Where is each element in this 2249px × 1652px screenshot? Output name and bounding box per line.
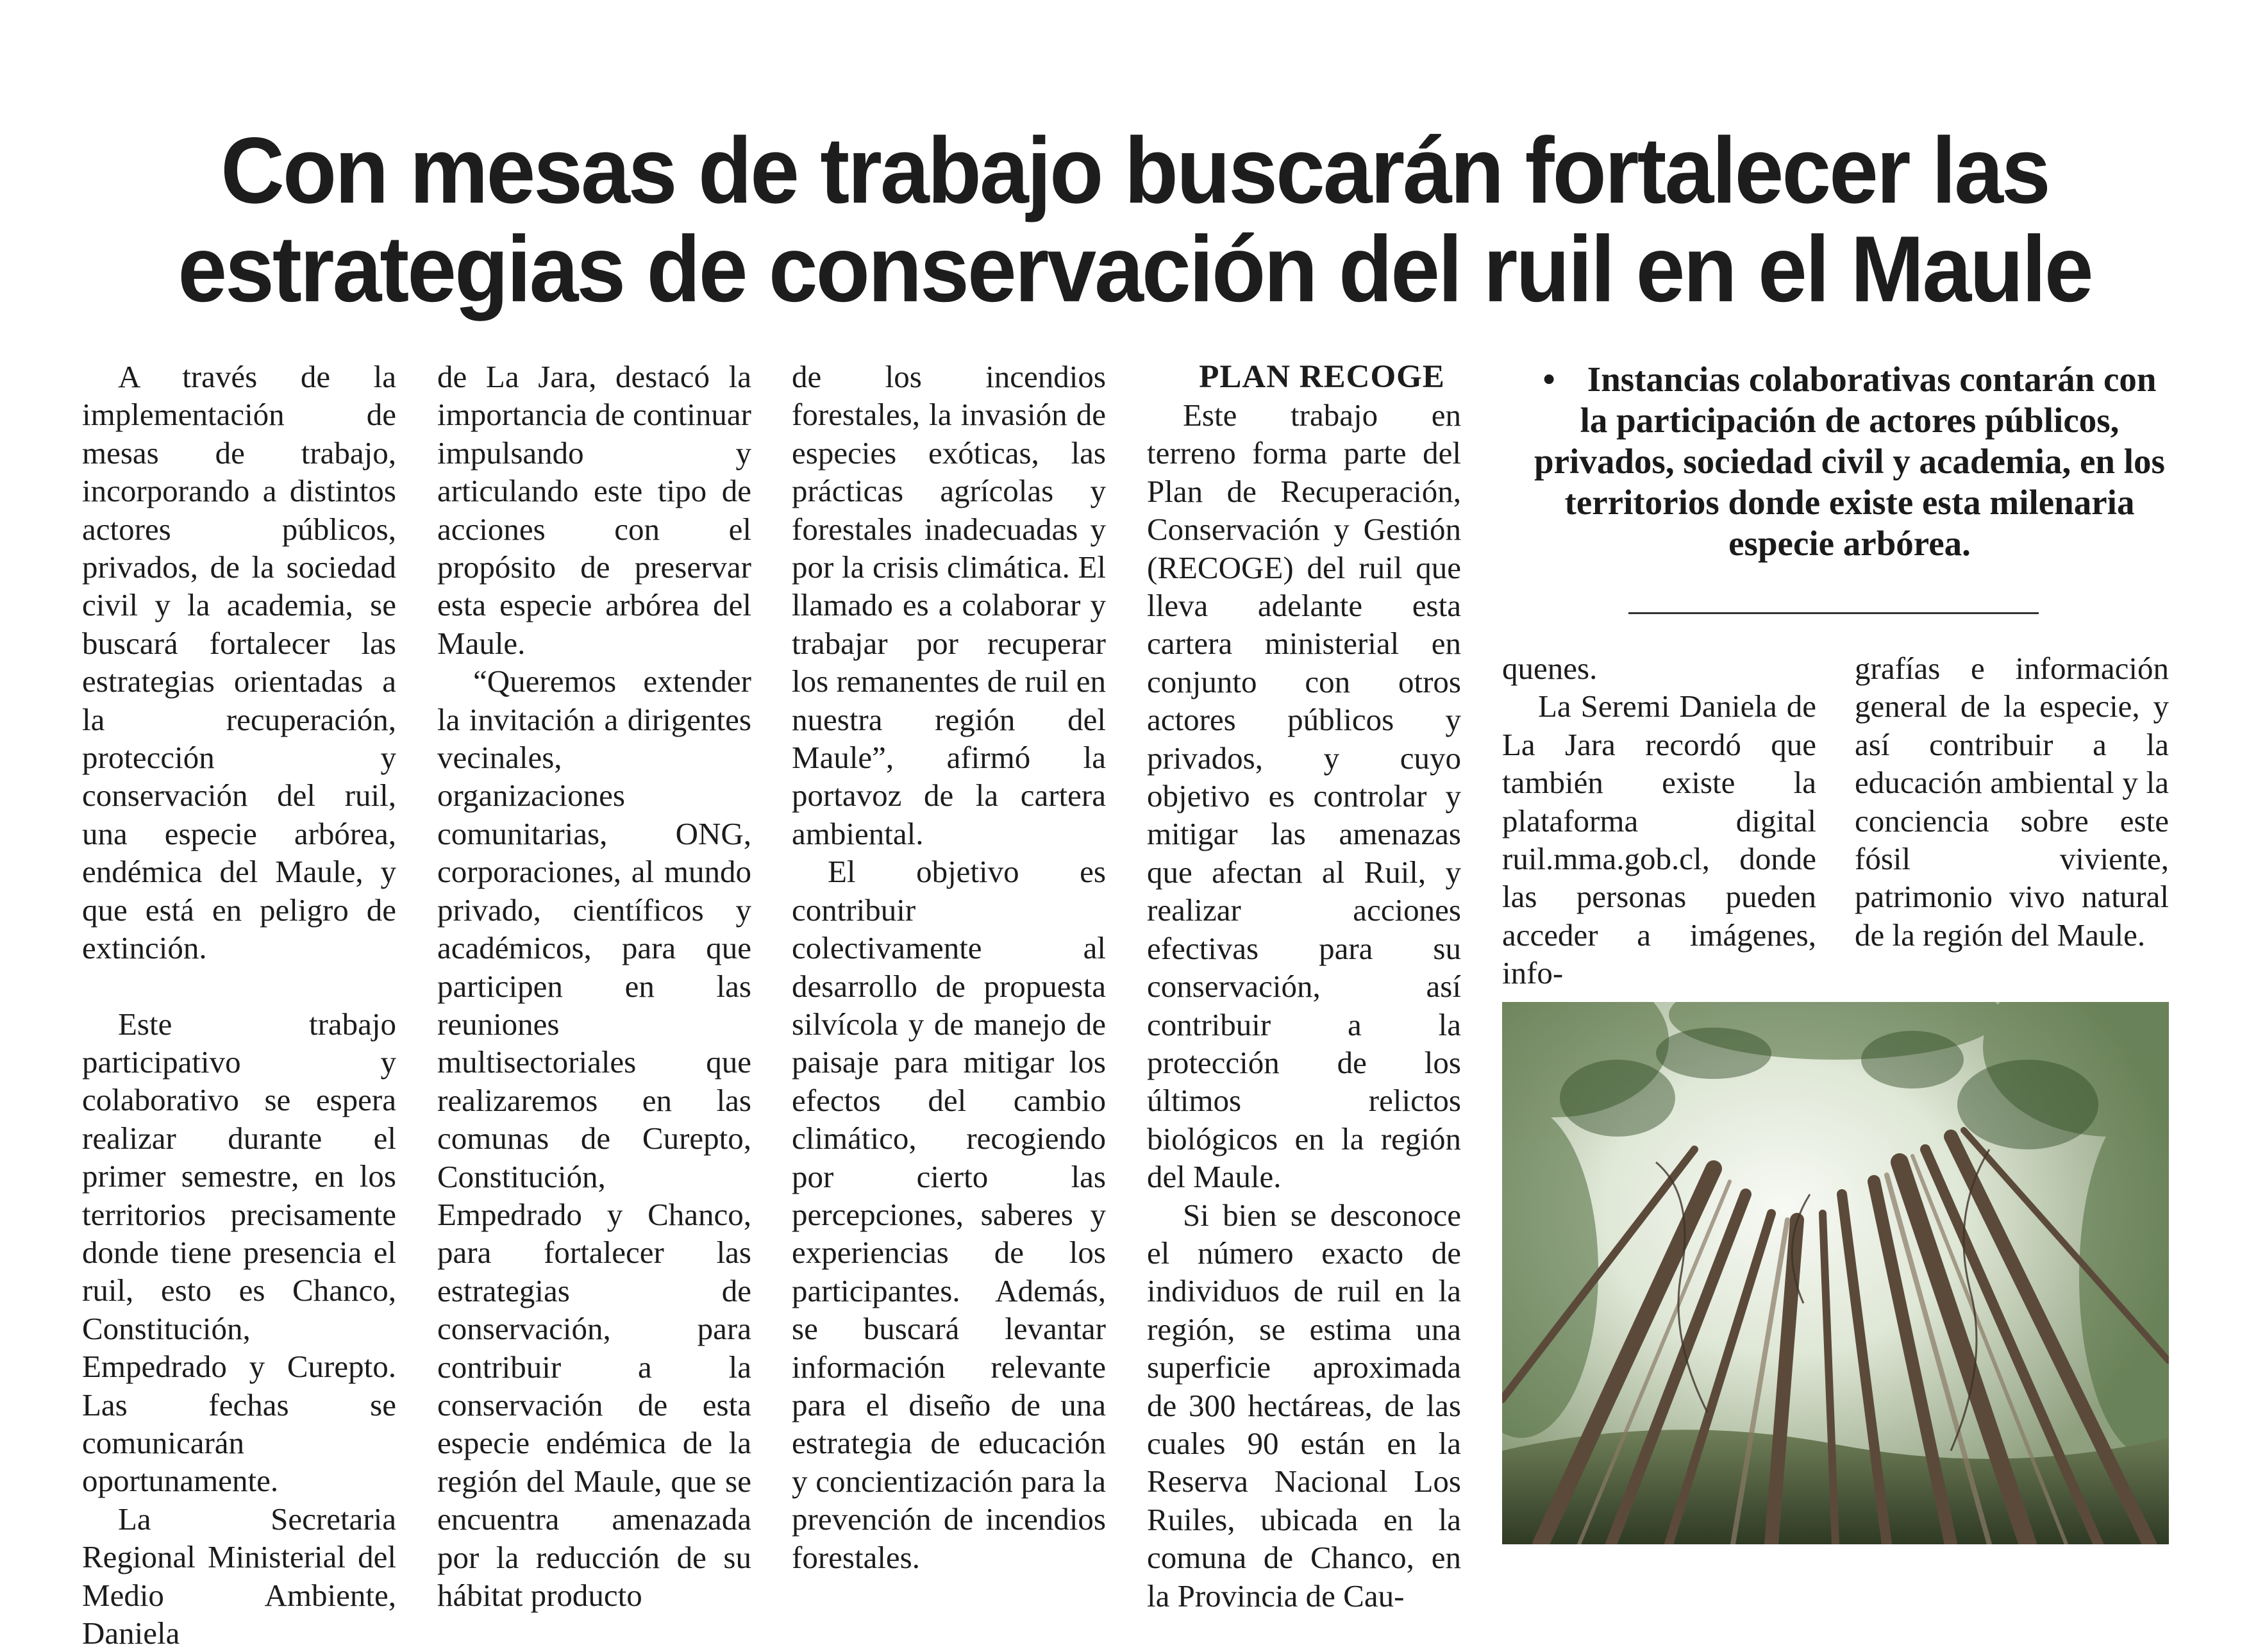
- bullet-point: •: [1543, 360, 1555, 399]
- article-column-2: [437, 358, 751, 1614]
- headline-line-2: estrategias de conservación del ruil en el Maule: [178, 217, 2092, 322]
- paragraph-seremi-continued: de La Jara, destacó la importancia de continuar impulsando y articulando este tipo de acciones con el propósito de preservar esta especie arbórea del Maule.: [437, 359, 751, 661]
- callout-text: Instancias colaborativas contarán con la participación de actores públicos, privados, sociedad civil y academia, en los territorios donde existe esta milenaria especie arbórea.: [1534, 360, 2165, 563]
- paragraph-seremi-start: La Secretaria Regional Ministerial del Medio Ambiente, Daniela: [82, 1501, 396, 1651]
- subheading-plan-recoge: PLAN RECOGE: [1199, 359, 1445, 395]
- paragraph-intro: A través de la implementación de mesas de trabajo, incorporando a distintos actores públicos, privados, de la sociedad civil y la academia, se buscará fortalecer las estrategias orientadas a la recuperación, protección y conservación del ruil, una especie arbórea, endémica del Maule, y que está en peligro de extinción.: [82, 359, 396, 966]
- forest-canopy-illustration: [1502, 1002, 2169, 1544]
- article-column-5: [1502, 649, 1816, 992]
- article-column-4: [1147, 358, 1461, 1615]
- paragraph-surface-continued: quenes.: [1502, 651, 1598, 686]
- forest-canopy-photo: [1502, 1002, 2169, 1544]
- paragraph-recoge-plan: Este trabajo en terreno forma parte del Plan de Recuperación, Conservación y Gestión (RECOGE) del ruil que lleva adelante esta cartera ministerial en conjunto con otros actores públicos y privados, y cuyo objetivo es controlar y mitigar las amenazas que afectan al Ruil, y realizar acciones efectivas para su conservación, así contribuir a la protección de los últimos relictos biológicos en la región del Maule.: [1147, 397, 1461, 1195]
- article-column-3: [792, 358, 1106, 1576]
- paragraph-surface-start: Si bien se desconoce el número exacto de individuos de ruil en la región, se estima una superficie aproximada de 300 hectáreas, de las cuales 90 están en la Reserva Nacional Los Ruiles, ubicada en la comuna de Chanco, en la Provincia de Cau-: [1147, 1197, 1461, 1614]
- article-column-1: [82, 358, 396, 1652]
- paragraph-digital-platform-start: La Seremi Daniela de La Jara recordó que también existe la plataforma digital ruil.mma.gob.cl, donde las personas pueden acceder a imágenes, info-: [1502, 688, 1816, 991]
- callout-summary: [1526, 359, 2173, 564]
- paragraph-quote-start: “Queremos extender la invitación a dirigentes vecinales, organizaciones comunitarias, ONG, corporaciones, al mundo privado, científicos y académicos, para que participen en las reuniones multisectoriales que realizaremos en las comunas de Curepto, Constitución, Empedrado y Chanco, para fortalecer las estrategias de conservación, para contribuir a la conservación de esta especie endémica de la región del Maule, que se encuentra amenazada por la reducción de su hábitat producto: [437, 663, 751, 1613]
- paragraph-digital-platform-continued: grafías e información general de la especie, y así contribuir a la educación ambiental y la conciencia sobre este fósil viviente, patrimonio vivo natural de la región del Maule.: [1855, 651, 2169, 953]
- paragraph-quote-continued: de los incendios forestales, la invasión de especies exóticas, las prácticas agrícolas y forestales inadecuadas y por la crisis climática. El llamado es a colaborar y trabajar por recuperar los remanentes de ruil en nuestra región del Maule”, afirmó la portavoz de la cartera ambiental.: [792, 359, 1106, 851]
- paragraph-objective: El objetivo es contribuir colectivamente al desarrollo de propuesta silvícola y de manejo de paisaje para mitigar los efectos del cambio climático, recogiendo por cierto las percepciones, saberes y experiencias de los participantes. Además, se buscará levantar información relevante para el diseño de una estrategia de educación y concientización para la prevención de incendios forestales.: [792, 854, 1106, 1575]
- headline: [96, 118, 2173, 322]
- article-column-6: [1855, 649, 2169, 954]
- callout-divider: [1628, 612, 2039, 614]
- paragraph-participative-work: Este trabajo participativo y colaborativo se espera realizar durante el primer semestre, en los territorios precisamente donde tiene presencia el ruil, esto es Chanco, Constitución, Empedrado y Curepto. Las fechas se comunicarán oportunamente.: [82, 1006, 396, 1499]
- headline-line-1: Con mesas de trabajo buscarán fortalecer las: [221, 118, 2049, 223]
